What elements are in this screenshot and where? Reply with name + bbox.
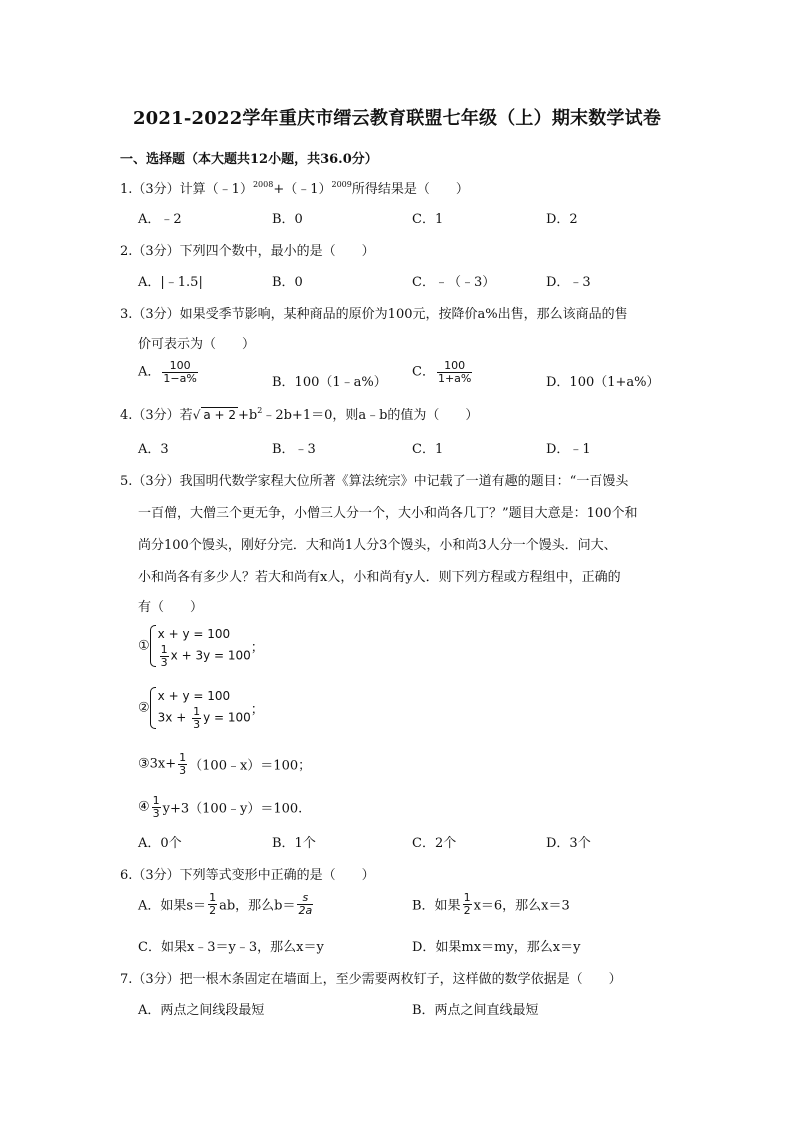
fraction-denominator: 3 <box>193 717 201 731</box>
question-1-suffix: 所得结果是（ ） <box>351 182 469 197</box>
fraction-denominator: 3 <box>160 655 168 669</box>
system-1-row-2 <box>158 644 251 668</box>
question-7-option-b: B．两点之间直线最短 <box>412 1003 539 1018</box>
fraction-denominator: 1−a% <box>163 371 197 385</box>
question-3-stem-line-2: 价可表示为（ ） <box>138 337 256 352</box>
question-5-stem-line-1: 5.（3分）我国明代数学家程大位所著《算法统宗》中记载了一道有趣的题目：“一百馒头 <box>120 474 629 489</box>
section-heading: 一、选择题（本大题共12小题，共36.0分） <box>120 152 378 167</box>
question-6-option-b-fraction <box>463 892 472 916</box>
equation-3 <box>138 752 311 776</box>
question-6-option-b-rest: x＝6，那么x＝3 <box>473 898 570 914</box>
question-5-option-a: A．0个 <box>138 836 182 851</box>
question-5-stem-line-2: 一百僧，大僧三个更无争，小僧三人分一个，大小和尚各几丁？”题目大意是：100个和 <box>138 506 638 521</box>
question-3-option-a-fraction <box>162 360 197 384</box>
equation-3-fraction <box>178 752 187 776</box>
question-6-option-a-lead: A．如果s＝ <box>138 898 207 914</box>
question-3-option-d: D．100（1+a%） <box>546 375 660 390</box>
question-3-option-c <box>412 360 474 384</box>
question-5-stem-line-5: 有（ ） <box>138 600 204 615</box>
equation-3-rest: （100﹣x）＝100； <box>189 758 312 774</box>
fraction-denominator: 2a <box>298 903 313 917</box>
question-1-stem <box>120 178 469 197</box>
question-6-option-b <box>412 892 570 916</box>
question-5-stem-line-4: 小和尚各有多少人？若大和尚有x人，小和尚有y人．则下列方程或方程组中，正确的 <box>138 570 621 585</box>
fraction-numerator: s <box>302 891 309 904</box>
question-1-prefix: 1.（3分）计算（﹣1） <box>120 182 253 197</box>
question-3-stem-line-1: 3.（3分）如果受季节影响，某种商品的原价为100元，按降价a%出售，那么该商品的售 <box>120 307 628 322</box>
question-6-option-a <box>138 892 315 916</box>
fraction-denominator: 3 <box>152 806 160 820</box>
question-5-option-d: D．3个 <box>546 836 591 851</box>
system-2-row-2 <box>158 706 251 730</box>
brace-icon <box>150 687 156 729</box>
fraction-numerator: 1 <box>179 751 187 764</box>
system-2-row-1: x + y = 100 <box>157 689 231 703</box>
question-4-radicand: a + 2 <box>203 408 237 422</box>
equation-4-fraction <box>152 795 161 819</box>
question-6-option-d: D．如果mx＝my，那么x＝y <box>412 940 581 955</box>
fraction-numerator: 100 <box>444 359 466 372</box>
page-title: 2021-2022学年重庆市缙云教育联盟七年级（上）期末数学试卷 <box>132 108 662 129</box>
question-5-stem-line-3: 尚分100个馒头，刚好分完．大和尚1人分3个馒头，小和尚3人分一个馒头．问大、 <box>138 538 617 553</box>
fraction-numerator: 1 <box>193 705 201 718</box>
equation-system-2 <box>138 686 264 730</box>
fraction-denominator: 3 <box>179 763 187 777</box>
fraction-numerator: 100 <box>169 359 191 372</box>
question-4-exponent: 2 <box>257 406 263 415</box>
equation-1-end: ； <box>250 640 264 656</box>
question-1-option-d: D．2 <box>546 212 578 227</box>
equation-1-marker: ① <box>138 638 150 654</box>
system-2-row-2-rest: y = 100 <box>203 710 251 725</box>
brace-icon <box>150 625 156 667</box>
equation-3-lead: ③3x+ <box>138 756 177 772</box>
question-2-option-d: D．﹣3 <box>546 275 591 290</box>
fraction-denominator: 2 <box>463 903 471 917</box>
question-1-exponent-1: 2008 <box>252 180 274 189</box>
question-4-option-d: D．﹣1 <box>546 442 591 457</box>
question-4-option-c: C．1 <box>412 442 444 457</box>
equation-2-marker: ② <box>138 700 150 716</box>
question-2-option-a: A．|﹣1.5| <box>138 275 203 290</box>
question-4-option-b: B．﹣3 <box>272 442 316 457</box>
question-5-option-c: C．2个 <box>412 836 457 851</box>
question-1-option-c: C．1 <box>412 212 444 227</box>
fraction-denominator: 1+a% <box>437 371 472 385</box>
question-1-mid: +（﹣1） <box>273 182 332 197</box>
question-3-option-a-label: A． <box>138 364 161 380</box>
question-7-stem: 7.（3分）把一根木条固定在墙面上，至少需要两枚钉子，这样做的数学依据是（ ） <box>120 972 622 987</box>
question-2-option-c: C．﹣（﹣3） <box>412 275 496 290</box>
fraction-numerator: 1 <box>209 891 217 904</box>
system-1-row-2-rest: x + 3y = 100 <box>170 648 251 663</box>
question-6-stem: 6.（3分）下列等式变形中正确的是（ ） <box>120 868 375 883</box>
question-3-option-c-label: C． <box>412 364 435 380</box>
system-1 <box>150 624 251 668</box>
question-3-option-b: B．100（1﹣a%） <box>272 375 387 390</box>
equation-4-rest: y+3（100﹣y）＝100. <box>162 801 303 817</box>
question-5-option-b: B．1个 <box>272 836 316 851</box>
system-2-row-2-lead: 3x + <box>157 710 191 725</box>
question-4-mid: +b <box>238 408 258 423</box>
question-1-option-a: A．﹣2 <box>138 212 182 227</box>
question-7-option-a: A．两点之间线段最短 <box>138 1003 265 1018</box>
question-6-option-b-lead: B．如果 <box>412 898 461 914</box>
question-6-option-c: C．如果x﹣3＝y﹣3，那么x＝y <box>138 940 324 955</box>
question-4-option-a: A．3 <box>138 442 169 457</box>
question-1-exponent-2: 2009 <box>331 180 352 189</box>
question-2-stem: 2.（3分）下列四个数中，最小的是（ ） <box>120 244 375 259</box>
question-4-suffix: ﹣2b+1＝0，则a﹣b的值为（ ） <box>262 408 479 423</box>
question-4-prefix: 4.（3分）若 <box>120 408 193 423</box>
question-2-option-b: B．0 <box>272 275 303 290</box>
sqrt-sign: √ <box>192 408 201 422</box>
question-3-option-a <box>138 360 200 384</box>
equation-2-end: ； <box>250 702 264 718</box>
question-1-option-b: B．0 <box>272 212 303 227</box>
equation-system-1 <box>138 624 264 668</box>
system-1-fraction <box>160 644 169 668</box>
fraction-numerator: 1 <box>152 794 160 807</box>
equation-4 <box>138 795 302 819</box>
system-2 <box>150 686 251 730</box>
fraction-numerator: 1 <box>463 891 471 904</box>
fraction-denominator: 2 <box>209 903 217 917</box>
question-6-option-a-fraction-2 <box>297 892 313 916</box>
fraction-numerator: 1 <box>160 643 168 656</box>
equation-4-lead: ④ <box>138 799 150 815</box>
system-1-row-1: x + y = 100 <box>157 627 231 641</box>
system-2-fraction <box>192 706 201 730</box>
question-6-option-a-mid: ab，那么b＝ <box>219 898 296 914</box>
question-6-option-a-fraction-1 <box>208 892 217 916</box>
question-4-stem <box>120 404 478 423</box>
question-3-option-c-fraction <box>437 360 472 384</box>
